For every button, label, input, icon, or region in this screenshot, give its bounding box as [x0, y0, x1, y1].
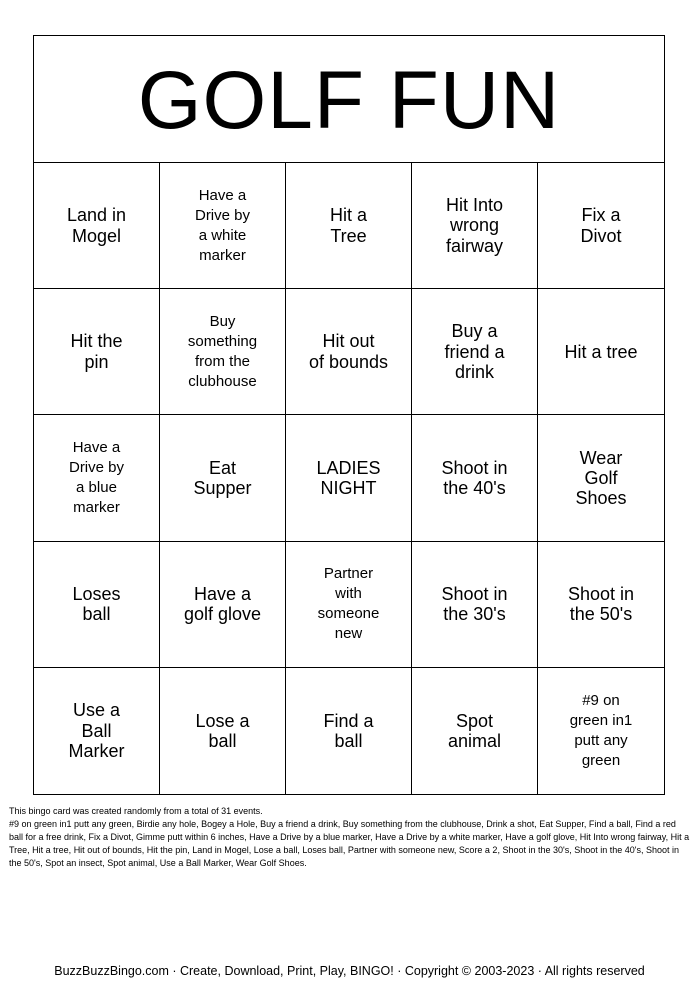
bingo-cell: Hit Into wrong fairway — [412, 163, 538, 289]
card-title: GOLF FUN — [137, 55, 561, 146]
notes-intro: This bingo card was created randomly from a total of 31 events. — [9, 806, 263, 816]
bingo-cell: Hit the pin — [34, 289, 160, 415]
bingo-cell: Partner with someone new — [286, 542, 412, 668]
footer-copyright: BuzzBuzzBingo.com · Create, Download, Print, Play, BINGO! · Copyright © 2003-2023 · All rights reserved — [54, 964, 645, 978]
bingo-cell: Find a ball — [286, 668, 412, 794]
bingo-cell: LADIES NIGHT — [286, 415, 412, 541]
bingo-grid — [34, 163, 664, 794]
bingo-cell: Buy a friend a drink — [412, 289, 538, 415]
bingo-cell: Land in Mogel — [34, 163, 160, 289]
bingo-cell: Loses ball — [34, 542, 160, 668]
bingo-cell: Shoot in the 50's — [538, 542, 664, 668]
notes-event-list: #9 on green in1 putt any green, Birdie any hole, Bogey a Hole, Buy a friend a drink, Buy something from the clubhouse, Drink a shot, Eat Supper, Find a ball, Find a red ball for a free drink, Fix a Divot, Gimme putt within 6 inches, Have a Drive by a blue marker, Have a Drive by a white marker, Have a golf glove, Hit Into wrong fairway, Hit a Tree, Hit a tree, Hit out of bounds, Hit the pin, Land in Mogel, Lose a ball, Loses ball, Partner with someone new, Score a 2, Shoot in the 30's, Shoot in the 40's, Shoot in the 50's, Spot an insect, Spot animal, Use a Ball Marker, Wear Golf Shoes. — [9, 819, 690, 869]
bingo-cell: Use a Ball Marker — [34, 668, 160, 794]
bingo-cell: Have a Drive by a blue marker — [34, 415, 160, 541]
title-box — [34, 36, 664, 163]
bingo-cell: Have a Drive by a white marker — [160, 163, 286, 289]
bingo-cell: Shoot in the 40's — [412, 415, 538, 541]
bingo-cell: Hit out of bounds — [286, 289, 412, 415]
bingo-cell: Have a golf glove — [160, 542, 286, 668]
bingo-cell: Wear Golf Shoes — [538, 415, 664, 541]
bingo-card — [33, 35, 665, 795]
bingo-cell: Hit a Tree — [286, 163, 412, 289]
bingo-cell: Shoot in the 30's — [412, 542, 538, 668]
bingo-cell: #9 on green in1 putt any green — [569, 692, 633, 769]
bingo-cell: Lose a ball — [160, 668, 286, 794]
event-notes — [9, 805, 691, 870]
bingo-cell: Hit a tree — [538, 289, 664, 415]
bingo-cell: Fix a Divot — [538, 163, 664, 289]
bingo-cell: Spot animal — [412, 668, 538, 794]
bingo-cell: Buy something from the clubhouse — [160, 289, 286, 415]
bingo-cell: Eat Supper — [160, 415, 286, 541]
